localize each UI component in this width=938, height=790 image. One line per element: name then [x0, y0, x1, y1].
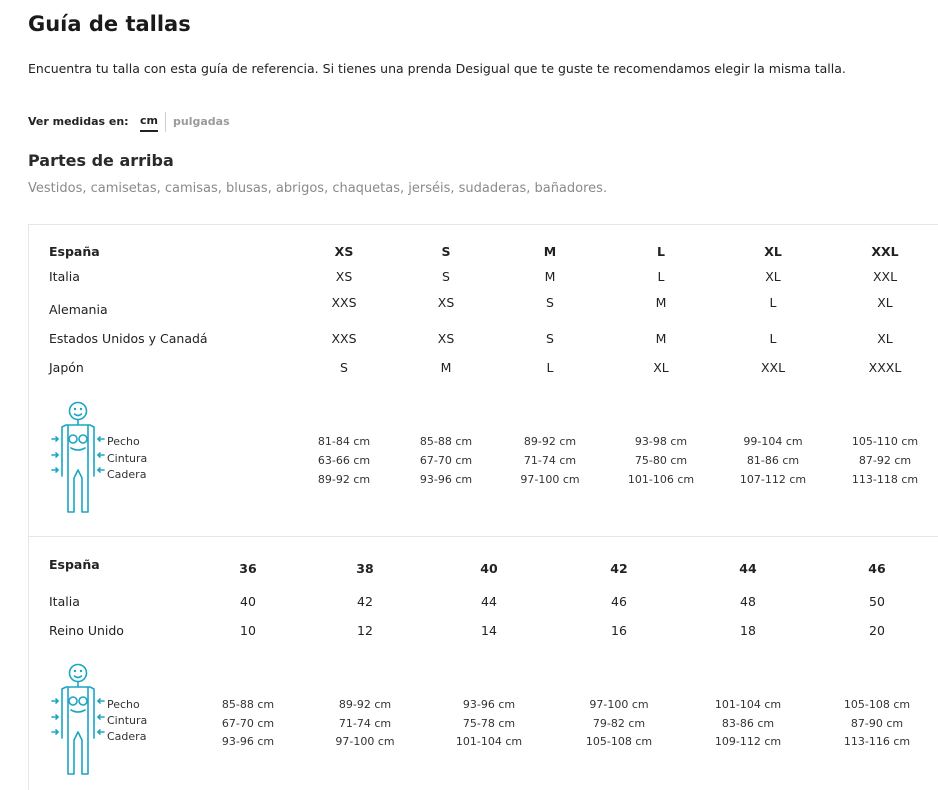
section-title: Partes de arriba	[28, 151, 174, 170]
measurement-pecho: 93-96 cm	[462, 698, 516, 711]
size-cell: XL	[877, 331, 893, 346]
size-cell: 40	[240, 594, 256, 609]
row-country-label: Estados Unidos y Canadá	[49, 331, 208, 346]
body-part-label: Pecho	[107, 698, 140, 711]
body-part-label: Cadera	[107, 730, 147, 743]
size-cell: S	[546, 331, 554, 346]
body-part-label: Cadera	[107, 468, 147, 481]
body-part-label: Cintura	[107, 714, 148, 727]
size-cell: 18	[740, 623, 756, 638]
size-table-letters	[28, 224, 938, 537]
measurement-cintura: 75-80 cm	[634, 454, 688, 467]
size-cell: 48	[740, 594, 756, 609]
size-cell: 46	[611, 594, 627, 609]
size-cell: XS	[335, 269, 353, 284]
size-cell: S	[546, 295, 554, 310]
measurement-cintura: 71-74 cm	[523, 454, 577, 467]
measurement-cadera: 93-96 cm	[419, 473, 473, 486]
size-cell: M	[655, 295, 667, 310]
measurement-cintura: 71-74 cm	[338, 717, 392, 730]
unit-divider	[165, 112, 166, 132]
section-subtitle: Vestidos, camisetas, camisas, blusas, abrigos, chaquetas, jerséis, sudaderas, bañadores.	[28, 181, 608, 196]
size-cell: XS	[437, 295, 455, 310]
size-cell: 16	[611, 623, 627, 638]
page-title: Guía de tallas	[28, 12, 191, 36]
size-cell: 44	[739, 561, 757, 576]
measurement-pecho: 81-84 cm	[317, 435, 371, 448]
measurement-cadera: 107-112 cm	[739, 473, 807, 486]
measurement-cintura: 75-78 cm	[462, 717, 516, 730]
measurement-pecho: 93-98 cm	[634, 435, 688, 448]
measurement-cadera: 109-112 cm	[714, 735, 782, 748]
measurement-pecho: 97-100 cm	[589, 698, 649, 711]
size-cell: 38	[356, 561, 374, 576]
measurement-cadera: 113-116 cm	[843, 735, 911, 748]
size-cell: 10	[240, 623, 256, 638]
measurement-pecho: 99-104 cm	[743, 435, 803, 448]
measurement-cadera: 101-106 cm	[627, 473, 695, 486]
unit-cm-toggle[interactable]: cm	[140, 114, 158, 132]
size-cell: M	[544, 269, 556, 284]
size-cell: 46	[868, 561, 886, 576]
size-cell: L	[657, 269, 665, 284]
measurement-pecho: 89-92 cm	[523, 435, 577, 448]
size-cell: 12	[357, 623, 373, 638]
measurement-cadera: 113-118 cm	[851, 473, 919, 486]
size-cell: L	[769, 295, 777, 310]
measurement-cadera: 89-92 cm	[317, 473, 371, 486]
size-cell: XS	[437, 331, 455, 346]
row-country-label: España	[49, 244, 100, 259]
size-cell: XL	[877, 295, 893, 310]
row-country-label: Italia	[49, 269, 80, 284]
row-country-label: Japón	[49, 360, 84, 375]
size-cell: XXS	[331, 331, 357, 346]
size-cell: M	[543, 244, 557, 259]
unit-inches-toggle[interactable]: pulgadas	[173, 115, 230, 128]
size-cell: XXS	[331, 295, 357, 310]
size-cell: XXL	[871, 244, 899, 259]
row-country-label: Italia	[49, 594, 80, 609]
size-cell: L	[546, 360, 554, 375]
size-cell: L	[657, 244, 665, 259]
measurement-cadera: 97-100 cm	[335, 735, 395, 748]
measurement-pecho: 89-92 cm	[338, 698, 392, 711]
body-measurement-icon	[50, 398, 106, 522]
size-cell: XL	[765, 269, 781, 284]
size-cell: 20	[869, 623, 885, 638]
size-cell: M	[655, 331, 667, 346]
size-cell: S	[442, 269, 450, 284]
size-cell: 42	[610, 561, 628, 576]
measurement-pecho: 105-110 cm	[851, 435, 919, 448]
row-country-label: Reino Unido	[49, 623, 124, 638]
size-cell: 50	[869, 594, 885, 609]
body-measurement-icon	[50, 660, 106, 784]
size-cell: L	[769, 331, 777, 346]
intro-text: Encuentra tu talla con esta guía de referencia. Si tienes una prenda Desigual que te guste te recomendamos elegir la misma talla.	[28, 61, 846, 76]
size-cell: S	[441, 244, 451, 259]
size-cell: 14	[481, 623, 497, 638]
size-cell: 42	[357, 594, 373, 609]
row-country-label: Alemania	[49, 302, 108, 317]
measurement-pecho: 85-88 cm	[221, 698, 275, 711]
measurement-pecho: 101-104 cm	[714, 698, 782, 711]
body-part-label: Cintura	[107, 452, 148, 465]
size-cell: 40	[480, 561, 498, 576]
size-cell: XL	[653, 360, 669, 375]
body-part-label: Pecho	[107, 435, 140, 448]
size-cell: XL	[764, 244, 782, 259]
measurement-pecho: 85-88 cm	[419, 435, 473, 448]
measurement-cintura: 87-92 cm	[858, 454, 912, 467]
unit-label: Ver medidas en:	[28, 115, 129, 128]
measurement-cadera: 101-104 cm	[455, 735, 523, 748]
measurement-cadera: 97-100 cm	[520, 473, 580, 486]
measurement-cintura: 67-70 cm	[419, 454, 473, 467]
measurement-cadera: 93-96 cm	[221, 735, 275, 748]
measurement-cintura: 79-82 cm	[592, 717, 646, 730]
size-cell: XXL	[872, 269, 898, 284]
size-cell: 36	[239, 561, 257, 576]
size-cell: 44	[481, 594, 497, 609]
measurement-cintura: 83-86 cm	[721, 717, 775, 730]
size-cell: XS	[334, 244, 354, 259]
measurement-pecho: 105-108 cm	[843, 698, 911, 711]
measurement-cintura: 87-90 cm	[850, 717, 904, 730]
measurement-cadera: 105-108 cm	[585, 735, 653, 748]
size-cell: XXL	[760, 360, 786, 375]
size-cell: M	[440, 360, 452, 375]
size-cell: XXXL	[868, 360, 902, 375]
size-cell: S	[340, 360, 348, 375]
measurement-cintura: 67-70 cm	[221, 717, 275, 730]
row-country-label: España	[49, 557, 100, 572]
measurement-cintura: 63-66 cm	[317, 454, 371, 467]
measurement-cintura: 81-86 cm	[746, 454, 800, 467]
